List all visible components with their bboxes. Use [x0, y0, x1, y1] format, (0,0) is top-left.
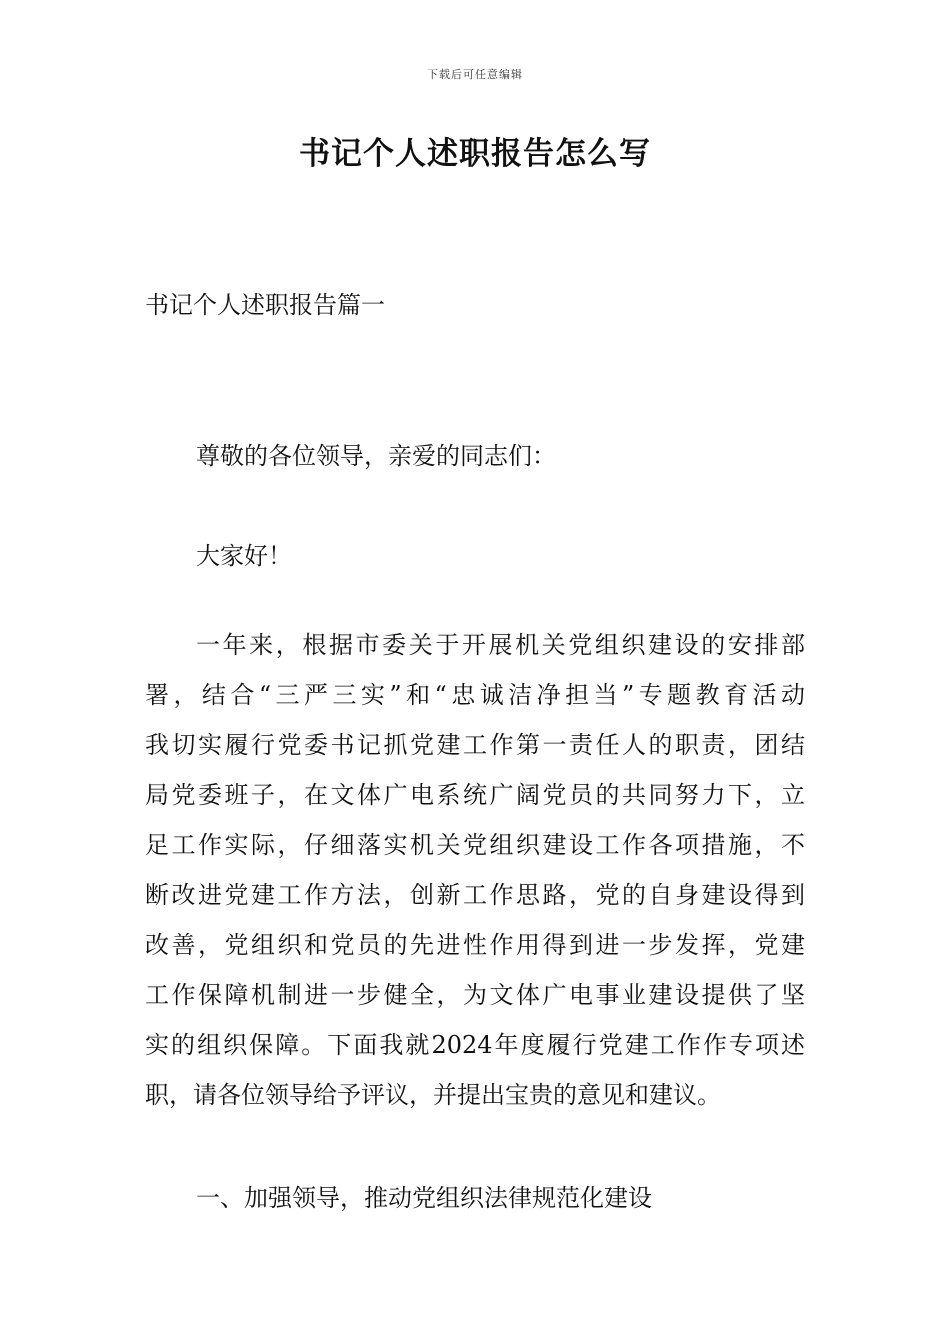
section-title: 书记个人述职报告篇一 [145, 291, 385, 319]
document-title: 书记个人述职报告怎么写 [299, 136, 651, 172]
paragraph-line: 工作保障机制进一步健全，为文体广电事业建设提供了坚 [145, 981, 805, 1009]
header-note: 下载后可任意编辑 [427, 68, 523, 81]
greeting-line: 尊敬的各位领导，亲爱的同志们： [196, 442, 556, 470]
paragraph-line: 改善，党组织和党员的先进性作用得到进一步发挥，党建 [145, 931, 805, 959]
paragraph-line: 断改进党建工作方法，创新工作思路，党的自身建设得到 [145, 881, 805, 909]
section-heading-1: 一、加强领导，推动党组织法律规范化建设 [196, 1184, 652, 1212]
paragraph-line: 职，请各位领导给予评议，并提出宝贵的意见和建议。 [145, 1081, 721, 1109]
body-paragraph [145, 627, 805, 1127]
paragraph-line: 我切实履行党委书记抓党建工作第一责任人的职责，团结 [145, 731, 805, 759]
paragraph-line: 局党委班子，在文体广电系统广阔党员的共同努力下，立 [145, 781, 805, 809]
paragraph-line: 足工作实际，仔细落实机关党组织建设工作各项措施，不 [145, 831, 805, 859]
paragraph-line: 署，结合“三严三实”和“忠诚洁净担当”专题教育活动 [145, 681, 805, 709]
paragraph-line: 一年来，根据市委关于开展机关党组织建设的安排部 [196, 631, 805, 659]
paragraph-line: 实的组织保障。下面我就2024年度履行党建工作作专项述 [145, 1031, 805, 1059]
hello-line: 大家好！ [196, 542, 292, 570]
